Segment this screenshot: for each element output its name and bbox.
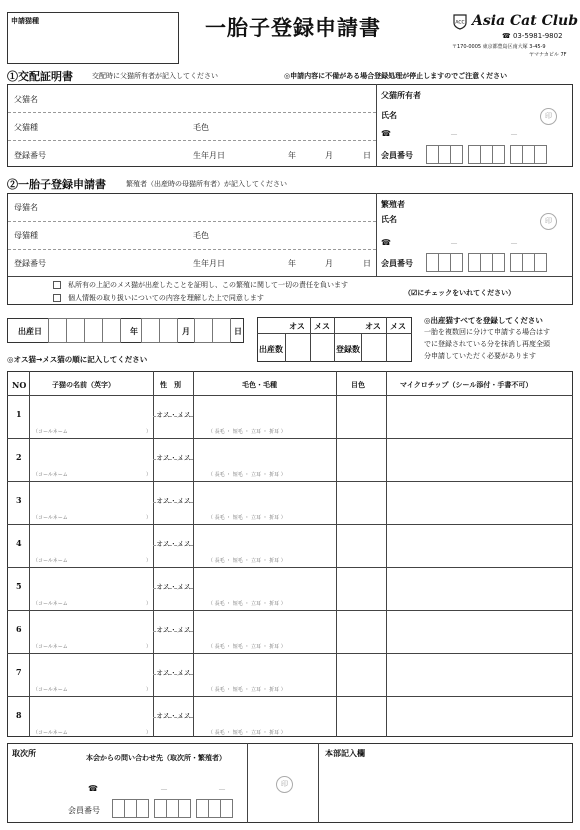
call-name-label: （コールネーム xyxy=(33,429,68,435)
brand-logo xyxy=(452,14,468,30)
call-name-label: （コールネーム xyxy=(33,687,68,693)
reg-count-male-field[interactable] xyxy=(362,334,386,361)
kitten-sex-options[interactable]: オス・メス xyxy=(156,540,191,548)
kitten-name-field[interactable] xyxy=(32,655,150,679)
call-name-close: ） xyxy=(146,472,152,478)
father-owner-tel-hyphen-2: － xyxy=(510,130,518,139)
col-header-chip: マイクロチップ（シール添付・手書不可） xyxy=(400,380,533,389)
call-name-label: （コールネーム xyxy=(33,472,68,478)
section2-subtitle: 繁殖者（出産時の母猫所有者）が記入してください xyxy=(126,180,287,188)
father-dob-year: 年 xyxy=(288,151,296,160)
kitten-name-field[interactable] xyxy=(32,698,150,722)
kitten-coat-options[interactable]: （ 長毛 ・ 短毛 ・ 立耳 ・ 折耳 ） xyxy=(208,472,286,478)
kitten-coat-options[interactable]: （ 長毛 ・ 短毛 ・ 立耳 ・ 折耳 ） xyxy=(208,601,286,607)
phone-icon: ☎ xyxy=(381,238,391,247)
kitten-eye-field[interactable] xyxy=(338,483,384,522)
office-use-field xyxy=(320,760,570,820)
mother-breed-label: 母猫種 xyxy=(14,231,38,240)
birth-notice-heading: ◎出産猫すべてを登録してください xyxy=(424,316,543,325)
mother-dob-month: 月 xyxy=(325,259,333,268)
kitten-coat-options[interactable]: （ 長毛 ・ 短毛 ・ 立耳 ・ 折耳 ） xyxy=(208,429,286,435)
section1-divider xyxy=(376,84,377,167)
birth-count-male-header: オス xyxy=(289,321,305,331)
footer-seal: 印 xyxy=(276,776,293,793)
phone-icon: ☎ xyxy=(88,784,98,793)
kitten-coat-field[interactable] xyxy=(196,483,333,509)
birth-month-cells[interactable] xyxy=(141,318,177,343)
col-header-eye: 目色 xyxy=(351,380,365,389)
kitten-row-number: 8 xyxy=(16,710,22,720)
kitten-chip-field[interactable] xyxy=(388,612,571,651)
kitten-row-number: 7 xyxy=(16,667,22,677)
call-name-label: （コールネーム xyxy=(33,558,68,564)
kitten-row-number: 4 xyxy=(16,538,22,548)
footer-tel-hyphen-1: － xyxy=(160,785,168,794)
brand-name: Asia Cat Club xyxy=(472,13,578,29)
call-name-label: （コールネーム xyxy=(33,644,68,650)
kitten-coat-field[interactable] xyxy=(196,526,333,552)
declaration-checkbox-2[interactable] xyxy=(53,294,61,302)
check-instruction: （☑にチェックをいれてください） xyxy=(404,288,516,297)
mother-dob-year: 年 xyxy=(288,259,296,268)
father-owner-tel-field[interactable] xyxy=(395,126,565,140)
kitten-chip-field[interactable] xyxy=(388,397,571,436)
birth-count-label: 出産数 xyxy=(259,344,283,354)
kitten-sex-options[interactable]: オス・メス xyxy=(156,583,191,591)
kitten-chip-field[interactable] xyxy=(388,655,571,694)
mother-coat-label: 毛色 xyxy=(193,231,209,240)
birth-notice-line-3: 分申請していただく必要があります xyxy=(424,352,536,360)
phone-icon: ☎ xyxy=(381,129,391,138)
kitten-chip-field[interactable] xyxy=(388,483,571,522)
father-name-label: 父猫名 xyxy=(14,95,38,104)
birth-date-label: 出産日 xyxy=(18,326,42,336)
call-name-close: ） xyxy=(146,558,152,564)
col-header-coat: 毛色・毛種 xyxy=(242,380,277,389)
birth-year-unit: 年 xyxy=(130,326,138,336)
kitten-coat-options[interactable]: （ 長毛 ・ 短毛 ・ 立耳 ・ 折耳 ） xyxy=(208,730,286,736)
kitten-eye-field[interactable] xyxy=(338,698,384,737)
call-name-label: （コールネーム xyxy=(33,515,68,521)
row-divider xyxy=(7,524,573,525)
birth-day-unit: 日 xyxy=(234,326,242,336)
kitten-coat-field[interactable] xyxy=(196,655,333,681)
kitten-coat-options[interactable]: （ 長毛 ・ 短毛 ・ 立耳 ・ 折耳 ） xyxy=(208,515,286,521)
footer-tel-hyphen-2: － xyxy=(218,785,226,794)
father-owner-member-label: 会員番号 xyxy=(381,150,413,160)
mother-coat-field[interactable] xyxy=(220,225,370,247)
breeder-member-cells[interactable] xyxy=(426,253,546,272)
row-divider xyxy=(7,481,573,482)
order-note: ◎オス猫→メス猫の順に記入してください xyxy=(7,355,148,364)
kitten-chip-field[interactable] xyxy=(388,698,571,737)
declaration-checkbox-1[interactable] xyxy=(53,281,61,289)
kitten-coat-field[interactable] xyxy=(196,397,333,423)
page-title: 一胎子登録申請書 xyxy=(205,15,381,40)
kitten-row-number: 1 xyxy=(16,409,22,419)
father-breed-field[interactable] xyxy=(60,116,185,138)
call-name-label: （コールネーム xyxy=(33,730,68,736)
breeder-seal: 印 xyxy=(540,213,557,230)
call-name-close: ） xyxy=(146,687,152,693)
call-name-label: （コールネーム xyxy=(33,601,68,607)
kitten-sex-options[interactable]: オス・メス xyxy=(156,669,191,677)
kitten-sex-options[interactable]: オス・メス xyxy=(156,712,191,720)
reg-count-female-field[interactable] xyxy=(387,334,411,361)
kitten-name-field[interactable] xyxy=(32,526,150,550)
office-use-label: 本部記入欄 xyxy=(325,748,365,758)
birth-year-cells[interactable] xyxy=(48,318,120,343)
call-name-close: ） xyxy=(146,515,152,521)
call-name-close: ） xyxy=(146,644,152,650)
call-name-close: ） xyxy=(146,429,152,435)
mother-reg-field[interactable] xyxy=(60,253,185,275)
birth-count-male-field[interactable] xyxy=(286,334,310,361)
footer-tel-field[interactable] xyxy=(100,780,240,794)
father-owner-heading: 父猫所有者 xyxy=(381,90,421,100)
phone-icon: ☎ xyxy=(502,32,513,40)
kitten-eye-field[interactable] xyxy=(338,655,384,694)
footer-member-cells[interactable] xyxy=(112,799,232,818)
father-name-field[interactable] xyxy=(60,88,370,110)
kitten-name-field[interactable] xyxy=(32,397,150,421)
address-line-2: ヤマナカビル 7F xyxy=(529,52,567,58)
kitten-name-field[interactable] xyxy=(32,483,150,507)
father-coat-field[interactable] xyxy=(220,116,370,138)
call-name-close: ） xyxy=(146,601,152,607)
reg-count-male-header: オス xyxy=(365,321,381,331)
father-owner-tel-hyphen-1: － xyxy=(450,130,458,139)
birth-count-female-header: メス xyxy=(314,321,330,331)
kitten-eye-field[interactable] xyxy=(338,440,384,479)
kitten-chip-field[interactable] xyxy=(388,526,571,565)
father-owner-name-field[interactable] xyxy=(402,105,532,123)
kitten-name-field[interactable] xyxy=(32,440,150,464)
birth-count-female-field[interactable] xyxy=(311,334,334,361)
declaration-text-2: 個人情報の取り扱いについての内容を理解した上で同意します xyxy=(68,294,264,302)
father-coat-label: 毛色 xyxy=(193,123,209,132)
row-divider xyxy=(7,567,573,568)
phone-number xyxy=(502,32,563,40)
father-dob-month: 月 xyxy=(325,151,333,160)
kitten-sex-options[interactable]: オス・メス xyxy=(156,411,191,419)
mother-dob-label: 生年月日 xyxy=(193,259,225,268)
breeder-tel-field[interactable] xyxy=(395,235,565,249)
inquiry-label: 本会からの問い合わせ先（取次所・繁殖者） xyxy=(86,753,226,762)
call-name-close: ） xyxy=(146,730,152,736)
kitten-eye-field[interactable] xyxy=(338,397,384,436)
kitten-chip-field[interactable] xyxy=(388,440,571,479)
col-header-no: NO xyxy=(12,380,27,390)
kitten-row-number: 3 xyxy=(16,495,22,505)
kitten-sex-options[interactable]: オス・メス xyxy=(156,626,191,634)
mother-name-label: 母猫名 xyxy=(14,203,38,212)
phone-text: 03-5981-9802 xyxy=(512,32,563,40)
row-divider xyxy=(7,610,573,611)
kitten-name-field[interactable] xyxy=(32,569,150,593)
breeder-member-label: 会員番号 xyxy=(381,258,413,268)
section1-notice: ◎申請内容に不備がある場合登録処理が停止しますのでご注意ください xyxy=(284,72,508,80)
kitten-name-field[interactable] xyxy=(32,612,150,636)
mother-dob-day: 日 xyxy=(363,259,371,268)
breeder-tel-hyphen-1: － xyxy=(450,239,458,248)
father-dob-day: 日 xyxy=(363,151,371,160)
col-header-name: 子猫の名前（英字） xyxy=(52,380,115,389)
section1-heading: ①交配証明書 xyxy=(7,70,73,83)
kitten-row-number: 5 xyxy=(16,581,22,591)
father-reg-field[interactable] xyxy=(60,144,185,166)
father-dob-label: 生年月日 xyxy=(193,151,225,160)
kitten-coat-options[interactable]: （ 長毛 ・ 短毛 ・ 立耳 ・ 折耳 ） xyxy=(208,558,286,564)
kitten-coat-field[interactable] xyxy=(196,612,333,638)
birth-notice-line-1: 一胎を複数回に分けて申請する場合はす xyxy=(424,328,550,336)
footer-member-label: 会員番号 xyxy=(68,806,100,815)
registered-count-label: 登録数 xyxy=(336,344,360,354)
kitten-coat-options[interactable]: （ 長毛 ・ 短毛 ・ 立耳 ・ 折耳 ） xyxy=(208,687,286,693)
mother-reg-label: 登録番号 xyxy=(14,259,46,268)
breeder-name-field[interactable] xyxy=(402,210,532,228)
kitten-coat-field[interactable] xyxy=(196,440,333,466)
kitten-chip-field[interactable] xyxy=(388,569,571,608)
kitten-row-number: 2 xyxy=(16,452,22,462)
logo-text: ACC xyxy=(455,20,465,26)
kitten-row-number: 6 xyxy=(16,624,22,634)
birth-day-cells[interactable] xyxy=(194,318,230,343)
kitten-coat-field[interactable] xyxy=(196,698,333,724)
kitten-coat-options[interactable]: （ 長毛 ・ 短毛 ・ 立耳 ・ 折耳 ） xyxy=(208,644,286,650)
breeder-tel-hyphen-2: － xyxy=(510,239,518,248)
mother-name-field[interactable] xyxy=(60,197,370,219)
father-owner-seal: 印 xyxy=(540,108,557,125)
section2-heading: ②一胎子登録申請書 xyxy=(7,178,106,191)
birth-notice-line-2: でに登録されている分を抹消し再度全頭 xyxy=(424,340,550,348)
shield-icon xyxy=(452,14,468,30)
section1-subtitle: 交配時に父猫所有者が記入してください xyxy=(92,72,218,80)
declaration-text-1: 私所有の上記のメス猫が出産したことを証明し、この繁殖に関して一切の責任を負います xyxy=(68,281,348,289)
birth-month-unit: 月 xyxy=(182,326,190,336)
kitten-coat-field[interactable] xyxy=(196,569,333,595)
row-divider xyxy=(7,696,573,697)
reg-count-female-header: メス xyxy=(390,321,406,331)
mother-breed-field[interactable] xyxy=(60,225,185,247)
kitten-sex-options[interactable]: オス・メス xyxy=(156,454,191,462)
father-reg-label: 登録番号 xyxy=(14,151,46,160)
address-line-1: 〒170-0005 東京都豊島区南大塚 3-45-9 xyxy=(452,44,546,50)
father-breed-label: 父猫種 xyxy=(14,123,38,132)
breeder-name-label: 氏名 xyxy=(381,214,397,224)
father-owner-name-label: 氏名 xyxy=(381,110,397,120)
breeder-heading: 繁殖者 xyxy=(381,199,405,209)
row-divider xyxy=(7,438,573,439)
agent-label: 取次所 xyxy=(12,748,36,758)
kitten-eye-field[interactable] xyxy=(338,612,384,651)
father-owner-member-cells[interactable] xyxy=(426,145,546,164)
kitten-eye-field[interactable] xyxy=(338,569,384,608)
kitten-sex-options[interactable]: オス・メス xyxy=(156,497,191,505)
applicant-breed-label: 申請猫種 xyxy=(11,16,39,25)
row-divider xyxy=(7,653,573,654)
col-header-sex: 性 別 xyxy=(160,380,181,389)
kitten-eye-field[interactable] xyxy=(338,526,384,565)
